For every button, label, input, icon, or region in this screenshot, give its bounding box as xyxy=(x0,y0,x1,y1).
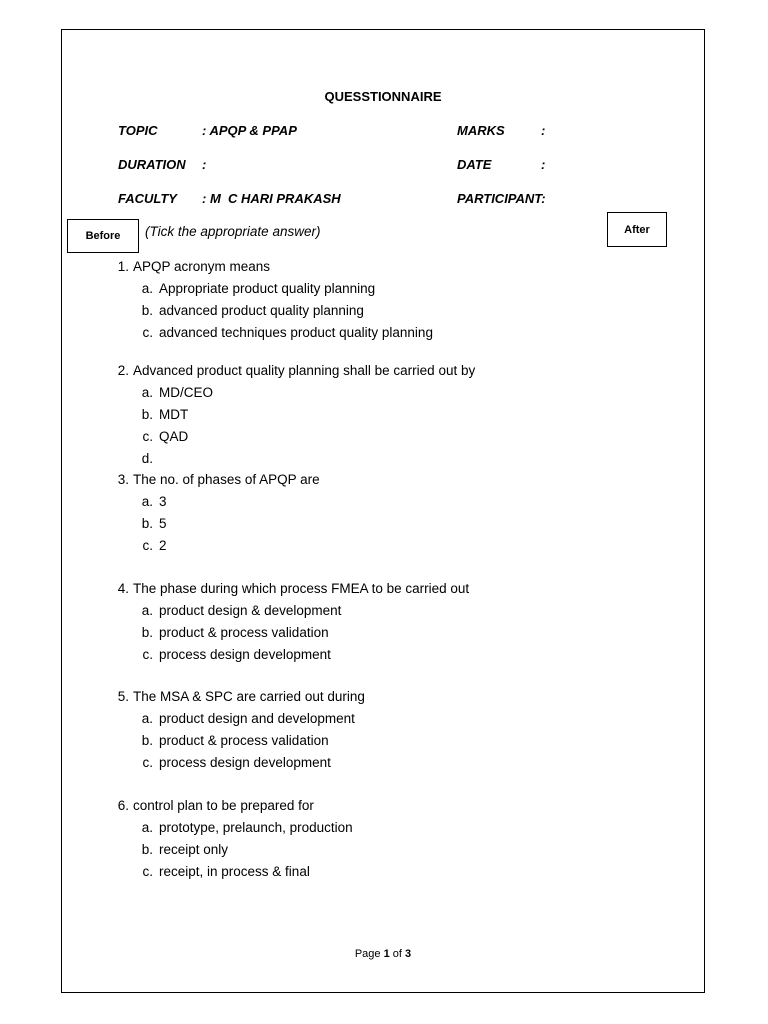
option-text: MD/CEO xyxy=(159,385,213,400)
option-letter: a. xyxy=(141,711,153,726)
question-number: 2. xyxy=(117,363,129,378)
option-text: product design & development xyxy=(159,603,342,618)
option-letter: b. xyxy=(141,625,153,640)
option-letter: c. xyxy=(142,325,153,340)
option-text: product & process validation xyxy=(159,733,329,748)
page-current: 1 xyxy=(383,948,390,960)
option-letter: b. xyxy=(141,733,153,748)
option-letter: b. xyxy=(141,516,153,531)
faculty-label: FACULTY xyxy=(118,191,177,206)
after-box: After xyxy=(607,212,667,247)
question-number: 1. xyxy=(117,259,129,274)
option-letter: a. xyxy=(141,385,153,400)
option-letter: c. xyxy=(142,647,153,662)
participant-label: PARTICIPANT: xyxy=(457,191,546,206)
question-text: The phase during which process FMEA to be carried out xyxy=(133,581,470,596)
option-text: receipt, in process & final xyxy=(159,864,310,879)
page-word: Page xyxy=(354,948,381,960)
option-text: 5 xyxy=(159,516,167,531)
document-page xyxy=(61,29,705,993)
faculty-value: : M C HARI PRAKASH xyxy=(202,191,341,206)
option-text: process design development xyxy=(159,647,331,662)
of-word: of xyxy=(392,948,402,960)
option-text: 2 xyxy=(159,538,167,553)
topic-value: : APQP & PPAP xyxy=(202,123,297,138)
option-letter: b. xyxy=(141,407,153,422)
option-text: process design development xyxy=(159,755,331,770)
option-letter: c. xyxy=(142,538,153,553)
question-text: Advanced product quality planning shall be carried out by xyxy=(133,363,476,378)
option-text: product design and development xyxy=(159,711,355,726)
duration-value: : xyxy=(202,157,207,172)
question-text: The no. of phases of APQP are xyxy=(133,472,320,487)
option-letter: b. xyxy=(141,303,153,318)
option-letter: c. xyxy=(142,755,153,770)
duration-label: DURATION xyxy=(118,157,186,172)
question-number: 3. xyxy=(117,472,129,487)
option-letter: a. xyxy=(141,603,153,618)
question-text: The MSA & SPC are carried out during xyxy=(133,689,365,704)
option-text: MDT xyxy=(159,407,189,422)
option-letter: c. xyxy=(142,864,153,879)
page-title: QUESSTIONNAIRE xyxy=(324,89,442,104)
option-letter: a. xyxy=(141,820,153,835)
option-letter: b. xyxy=(141,842,153,857)
option-text: prototype, prelaunch, production xyxy=(159,820,353,835)
option-letter: c. xyxy=(142,429,153,444)
question-text: control plan to be prepared for xyxy=(133,798,314,813)
page-footer xyxy=(62,948,704,960)
question-text: APQP acronym means xyxy=(133,259,271,274)
marks-label: MARKS xyxy=(457,123,505,138)
date-value: : xyxy=(541,157,546,172)
option-text: advanced techniques product quality planning xyxy=(159,325,433,340)
option-letter: a. xyxy=(141,281,153,296)
instruction-text: (Tick the appropriate answer) xyxy=(145,224,321,239)
option-text: QAD xyxy=(159,429,189,444)
option-letter: a. xyxy=(141,494,153,509)
before-box: Before xyxy=(67,219,139,253)
question-number: 6. xyxy=(117,798,129,813)
option-text: advanced product quality planning xyxy=(159,303,364,318)
option-text: product & process validation xyxy=(159,625,329,640)
option-text: receipt only xyxy=(159,842,229,857)
page-total: 3 xyxy=(405,948,412,960)
option-text: Appropriate product quality planning xyxy=(159,281,376,296)
option-letter: d. xyxy=(141,451,153,466)
option-text: 3 xyxy=(159,494,167,509)
question-number: 4. xyxy=(117,581,129,596)
marks-value: : xyxy=(541,123,546,138)
question-number: 5. xyxy=(117,689,129,704)
topic-label: TOPIC xyxy=(118,123,158,138)
date-label: DATE xyxy=(457,157,492,172)
